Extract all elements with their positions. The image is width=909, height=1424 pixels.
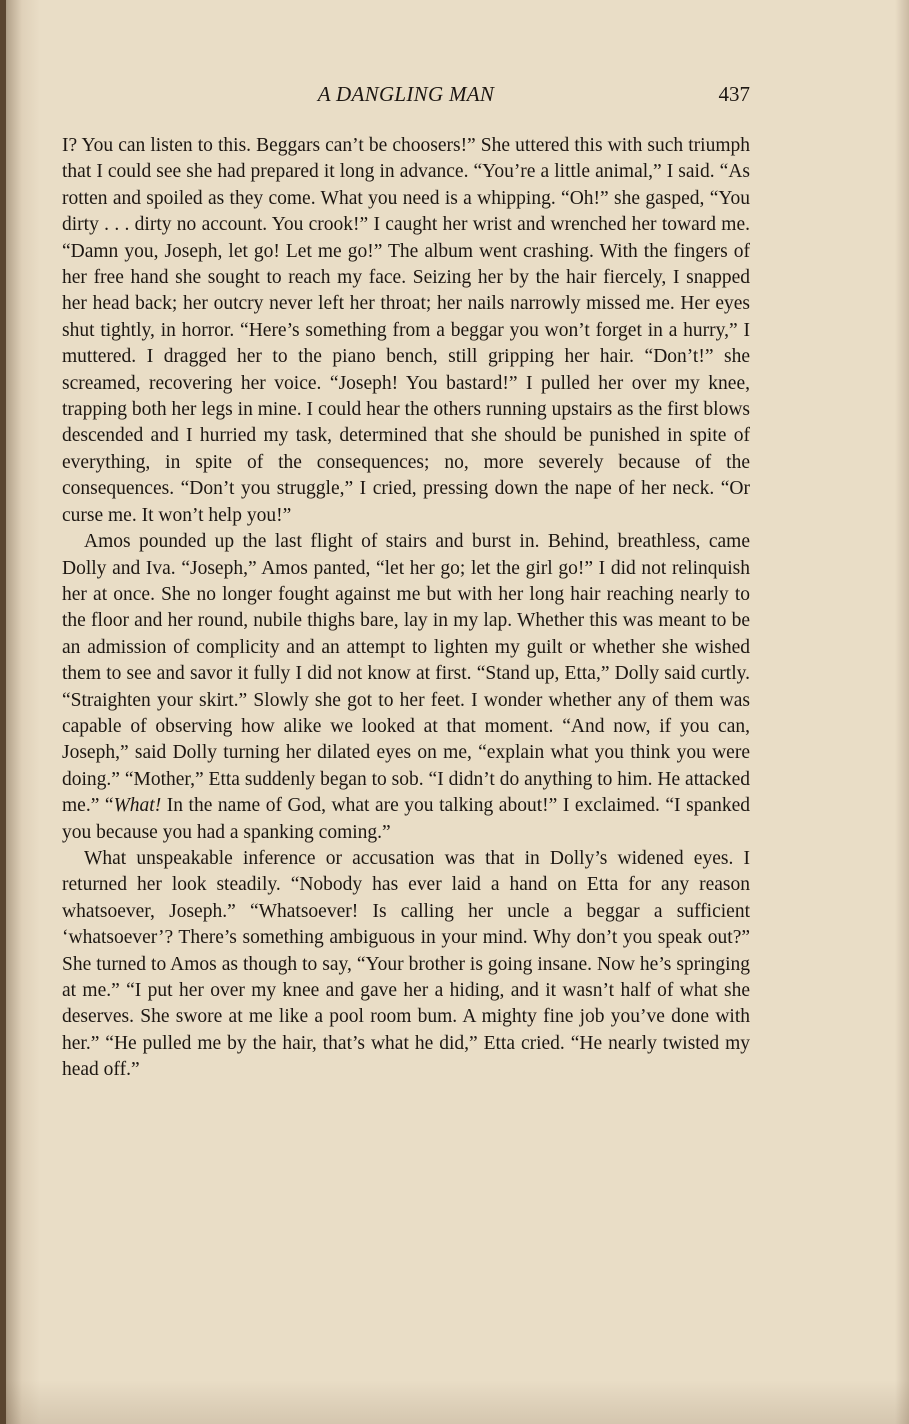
running-head: A DANGLING MAN: [317, 82, 495, 106]
page-header: [62, 82, 750, 112]
paragraph-2-quote-open: “: [104, 795, 114, 817]
body-text: [62, 133, 750, 1084]
paragraph-2-text: Amos pounded up the last flight of stairs and burst in. Behind, breathless, came Dolly and Iva. “Joseph,” Amos panted, “let her go; let the girl go!” I did not relinquish her at once. She no longer fought against me but with her long hair reaching nearly to the floor and her round, nubile thighs bare, lay in my lap. Whether this was meant to be an admission of complicity and an attempt to lighten my guilt or whether she wished them to see and savor it fully I did not know at first. “Stand up, Etta,” Dolly said curtly. “Straighten your skirt.” Slowly she got to her feet. I wonder whether any of them was capable of observing how alike we looked at that moment. “And now, if you can, Joseph,” said Dolly turning her dilated eyes on me, “explain what you think you were doing.” “Mother,” Etta suddenly began to sob. “I didn’t do anything to him. He attacked me.”: [62, 531, 750, 817]
book-spine-shadow: [0, 0, 6, 1424]
paragraph-2-tail: In the name of God, what are you talking about!” I exclaimed. “I spanked you because you had a spanking coming.”: [62, 795, 750, 843]
paragraph-1: I? You can listen to this. Beggars can’t be choosers!” She uttered this with such triumph that I could see she had prepared it long in advance. “You’re a little animal,” I said. “As rotten and spoiled as they come. What you need is a whipping. “Oh!” she gasped, “You dirty . . . dirty no account. You crook!” I caught her wrist and wrenched her toward me. “Damn you, Joseph, let go! Let me go!” The album went crashing. With the fingers of her free hand she sought to reach my face. Seizing her by the hair fiercely, I snapped her head back; her outcry never left her throat; her nails narrowly missed me. Her eyes shut tightly, in horror. “Here’s something from a beggar you won’t forget in a hurry,” I muttered. I dragged her to the piano bench, still gripping her hair. “Don’t!” she screamed, recovering her voice. “Joseph! You bastard!” I pulled her over my knee, trapping both her legs in mine. I could hear the others running upstairs as the first blows descended and I hurried my task, determined that she should be punished in spite of everything, in spite of the consequences; no, more severely because of the consequences. “Don’t you struggle,” I cried, pressing down the nape of her neck. “Or curse me. It won’t help you!”: [62, 135, 750, 526]
paragraph-2-italic-what: What!: [113, 795, 162, 817]
paragraph-2: [62, 529, 750, 846]
page-number: 437: [718, 82, 750, 106]
paragraph-3: What unspeakable inference or accusation was that in Dolly’s widened eyes. I returned her look steadily. “Nobody has ever laid a hand on Etta for any reason whatsoever, Joseph.” “Whatsoever! Is calling her uncle a beggar a sufficient ‘whatsoever’? There’s something ambiguous in your mind. Why don’t you speak out?” She turned to Amos as though to say, “Your brother is going insane. Now he’s springing at me.” “I put her over my knee and gave her a hiding, and it wasn’t half of what she deserves. She swore at me like a pool room bum. A mighty fine job you’ve done with her.” “He pulled me by the hair, that’s what he did,” Etta cried. “He nearly twisted my head off.”: [62, 847, 750, 1081]
